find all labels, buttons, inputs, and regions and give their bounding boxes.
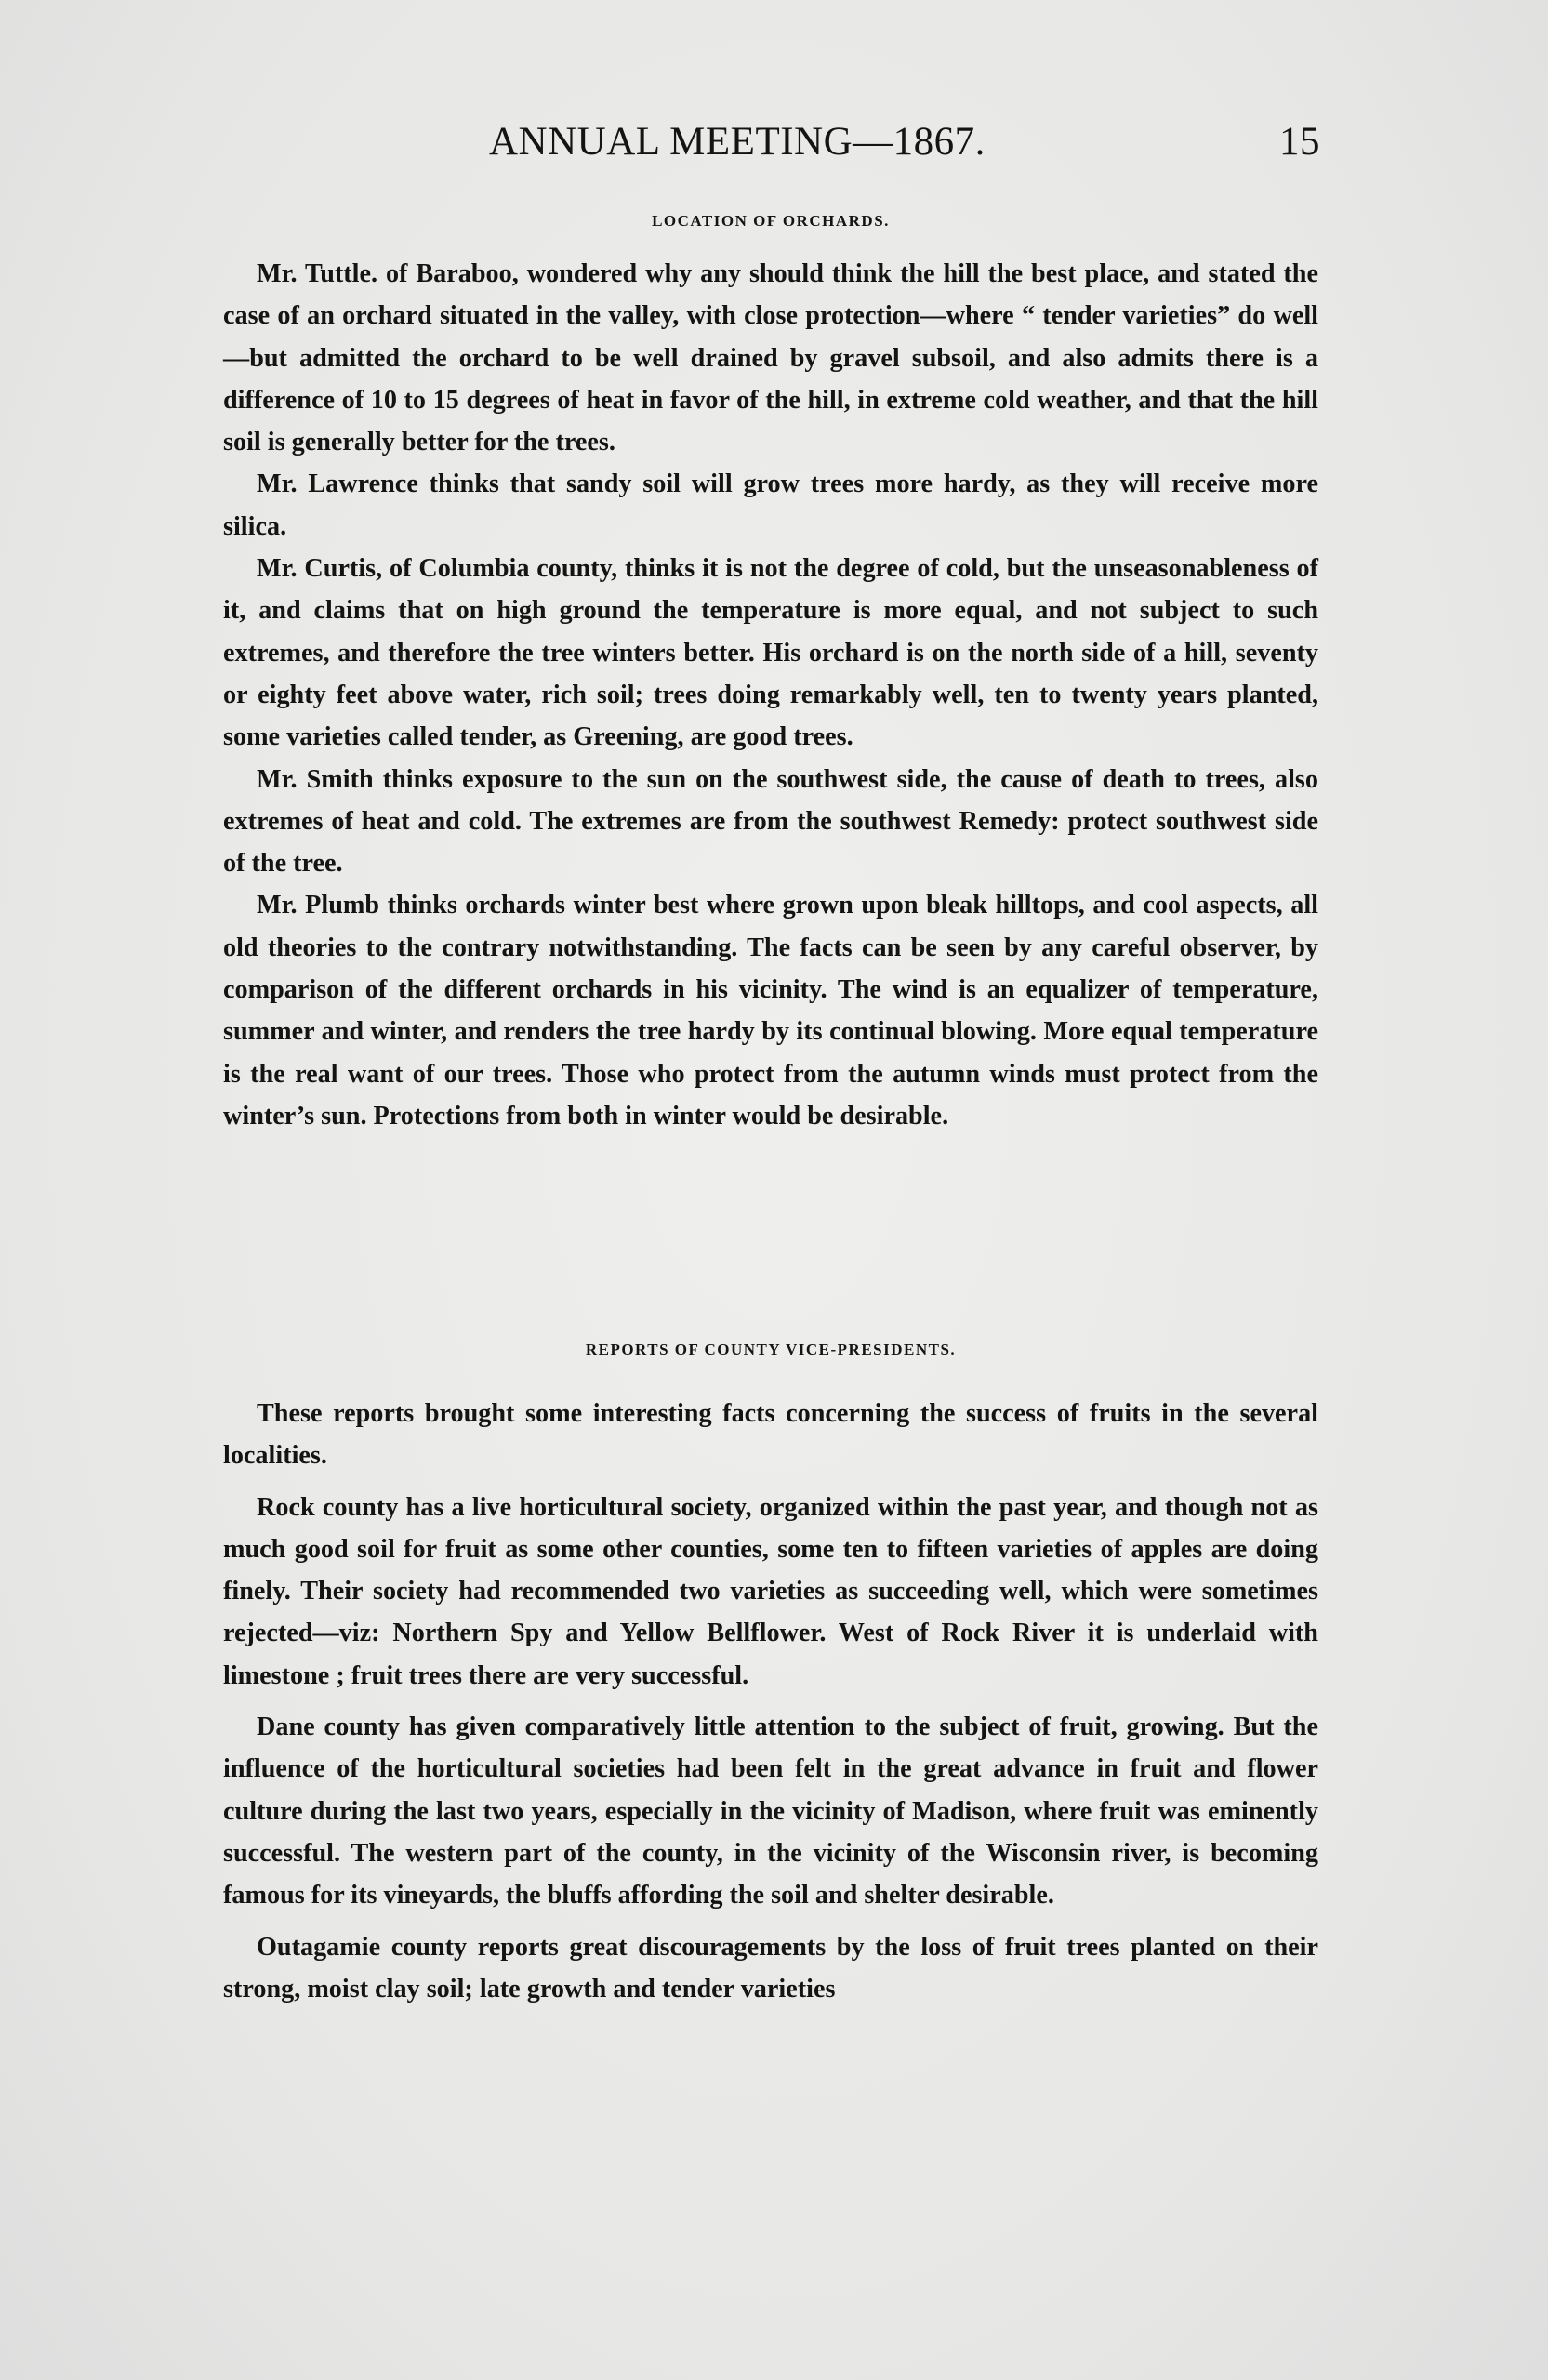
- paragraph: These reports brought some interesting facts concerning the success of fruits in the several localities.: [223, 1399, 1318, 1471]
- paragraph: Mr. Smith thinks exposure to the sun on the southwest side, the cause of death to trees, also extremes of heat and cold. The extremes are from the southwest Remedy: protect southwest side of the tree.: [223, 764, 1318, 879]
- section-body-reports: [223, 1393, 1318, 2010]
- paragraph: Mr. Tuttle. of Baraboo, wondered why any should think the hill the best place, and stated the case of an orchard situated in the valley, with close protection—where “ tender varieties” do well—but admitted the orchard to be well drained by gravel subsoil, and also admits there is a difference of 10 to 15 degrees of heat in favor of the hill, in extreme cold weather, and that the hill soil is generally better for the trees.: [223, 259, 1318, 457]
- section-body-location-of-orchards: [223, 253, 1318, 1137]
- section-heading-location-of-orchards: LOCATION OF ORCHARDS.: [652, 212, 890, 230]
- running-head-title: ANNUAL MEETING—1867.: [489, 120, 986, 164]
- paragraph: Mr. Lawrence thinks that sandy soil will grow trees more hardy, as they will receive more silica.: [223, 469, 1318, 541]
- running-head: [221, 119, 1320, 175]
- paragraph: Mr. Curtis, of Columbia county, thinks it is not the degree of cold, but the unseasonableness of it, and claims that on high ground the temperature is more equal, and not subject to such extremes, and therefore the tree winters better. His orchard is on the north side of a hill, seventy or eighty feet above water, rich soil; trees doing remarkably well, ten to twenty years planted, some varieties called tender, as Greening, are good trees.: [223, 554, 1318, 752]
- paragraph: Rock county has a live horticultural society, organized within the past year, and though not as much good soil for fruit as some other counties, some ten to fifteen varieties of apples are doing finely. Their society had recommended two varieties as succeeding well, which were sometimes rejected—viz: Northern Spy and Yellow Bellflower. West of Rock River it is underlaid with limestone ; fruit trees there are very successful.: [223, 1492, 1318, 1690]
- page-number: 15: [1279, 120, 1320, 164]
- paragraph: Mr. Plumb thinks orchards winter best where grown upon bleak hilltops, and cool aspects, all old theories to the contrary notwithstanding. The facts can be seen by any careful observer, by comparison of the different orchards in his vicinity. The wind is an equalizer of temperature, summer and winter, and renders the tree hardy by its continual blowing. More equal temperature is the real want of our trees. Those who protect from the autumn winds must protect from the winter’s sun. Protections from both in winter would be desirable.: [223, 891, 1318, 1130]
- section-heading-reports-of-county-vice-presidents: REPORTS OF COUNTY VICE-PRESIDENTS.: [585, 1341, 957, 1358]
- paragraph: Outagamie county reports great discouragements by the loss of fruit trees planted on their strong, moist clay soil; late growth and tender varieties: [223, 1932, 1318, 2003]
- paragraph: Dane county has given comparatively little attention to the subject of fruit, growing. But the influence of the horticultural societies had been felt in the great advance in fruit and flower culture during the last two years, especially in the vicinity of Madison, where fruit was eminently successful. The western part of the county, in the vicinity of the Wisconsin river, is becoming famous for its vineyards, the bluffs affording the soil and shelter desirable.: [223, 1712, 1318, 1911]
